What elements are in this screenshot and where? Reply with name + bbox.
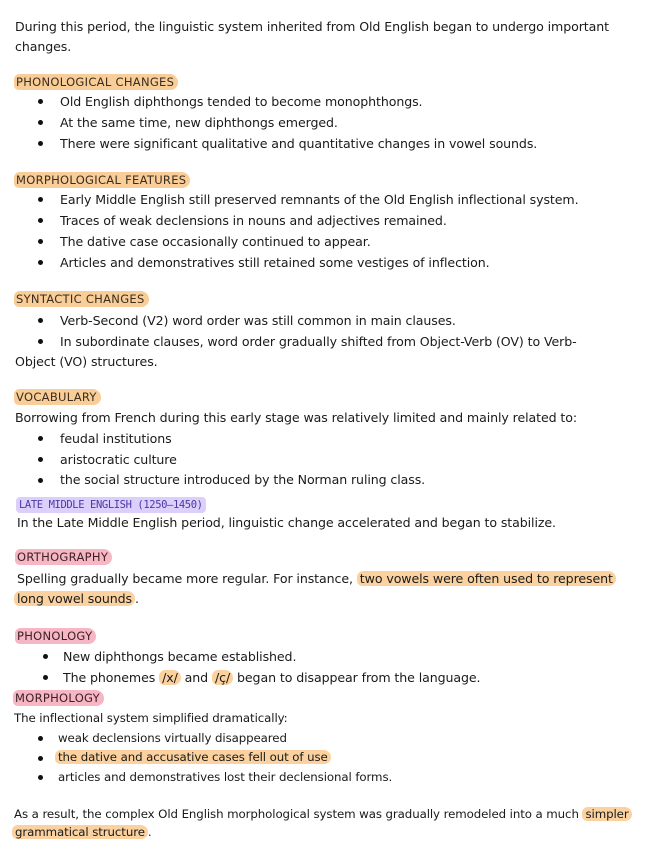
late-me-text: In the Late Middle English period, linguistic change accelerated and began to stabilize. xyxy=(17,515,556,530)
text: and xyxy=(184,670,209,685)
bullet xyxy=(38,339,43,344)
text: The phonemes xyxy=(63,670,156,685)
bullet xyxy=(38,318,43,323)
list-item-phonemes xyxy=(63,668,480,688)
bullet xyxy=(38,436,43,441)
orthography-line-1 xyxy=(17,569,616,589)
list-item xyxy=(55,747,331,767)
heading-morphology: MORPHOLOGY xyxy=(13,690,104,706)
list-item: the social structure introduced by the Norman ruling class. xyxy=(60,472,426,487)
list-item: Old English diphthongs tended to become monophthongs. xyxy=(60,94,423,109)
list-item: Early Middle English still preserved remnants of the Old English inflectional system. xyxy=(60,192,579,207)
period: . xyxy=(147,825,152,839)
heading-late-middle-english: LATE MIDDLE ENGLISH (1250–1450) xyxy=(16,497,206,513)
orthography-highlight-cont: long vowel sounds xyxy=(14,591,135,606)
bullet xyxy=(38,197,43,202)
heading-morphological-features: MORPHOLOGICAL FEATURES xyxy=(14,172,190,188)
list-item: feudal institutions xyxy=(60,431,172,446)
list-item: Verb-Second (V2) word order was still common in main clauses. xyxy=(60,313,456,328)
vocabulary-intro: Borrowing from French during this early stage was relatively limited and mainly related to: xyxy=(15,410,577,425)
conclusion-highlight-cont: grammatical structure xyxy=(12,825,148,839)
bullet xyxy=(38,457,43,462)
orthography-line-2 xyxy=(14,589,139,609)
bullet xyxy=(38,218,43,223)
phoneme-x: /x/ xyxy=(159,670,181,685)
bullet xyxy=(38,99,43,104)
list-item: The dative case occasionally continued to appear. xyxy=(60,234,371,249)
bullet xyxy=(38,775,43,780)
bullet xyxy=(38,756,43,761)
conclusion-line-1 xyxy=(14,804,632,824)
bullet xyxy=(38,736,43,741)
list-item: New diphthongs became established. xyxy=(63,649,297,664)
list-item: articles and demonstratives lost their declensional forms. xyxy=(58,770,393,784)
orthography-highlight: two vowels were often used to represent xyxy=(357,571,616,586)
conclusion-text: As a result, the complex Old English morphological system was gradually remodeled into a much xyxy=(14,807,579,821)
bullet xyxy=(43,654,48,659)
list-item: At the same time, new diphthongs emerged. xyxy=(60,115,338,130)
intro-line-1: During this period, the linguistic system inherited from Old English began to undergo important xyxy=(15,19,609,34)
heading-phonological-changes: PHONOLOGICAL CHANGES xyxy=(14,74,178,90)
list-item: There were significant qualitative and quantitative changes in vowel sounds. xyxy=(60,136,538,151)
bullet xyxy=(38,141,43,146)
bullet xyxy=(38,239,43,244)
bullet xyxy=(38,478,43,483)
phoneme-c-cedilla: /ç/ xyxy=(212,670,233,685)
bullet xyxy=(38,260,43,265)
conclusion-line-2 xyxy=(12,822,152,842)
intro-line-2: changes. xyxy=(15,39,72,54)
heading-phonology: PHONOLOGY xyxy=(15,628,96,644)
heading-syntactic-changes: SYNTACTIC CHANGES xyxy=(14,291,149,307)
conclusion-highlight: simpler xyxy=(582,807,631,821)
morphology-intro: The inflectional system simplified dramatically: xyxy=(14,711,288,725)
period: . xyxy=(134,591,139,606)
list-item: Traces of weak declensions in nouns and adjectives remained. xyxy=(60,213,447,228)
list-item: weak declensions virtually disappeared xyxy=(58,731,287,745)
text: began to disappear from the language. xyxy=(237,670,481,685)
heading-vocabulary: VOCABULARY xyxy=(14,389,101,405)
bullet xyxy=(43,675,48,680)
bullet xyxy=(38,120,43,125)
morphology-highlight: the dative and accusative cases fell out of use xyxy=(55,750,331,764)
heading-orthography: ORTHOGRAPHY xyxy=(15,549,112,565)
list-item-continuation: Object (VO) structures. xyxy=(15,354,158,369)
list-item: Articles and demonstratives still retained some vestiges of inflection. xyxy=(60,255,490,270)
orthography-text: Spelling gradually became more regular. For instance, xyxy=(17,571,353,586)
list-item: In subordinate clauses, word order gradually shifted from Object-Verb (OV) to Verb- xyxy=(60,334,577,349)
list-item: aristocratic culture xyxy=(60,452,177,467)
